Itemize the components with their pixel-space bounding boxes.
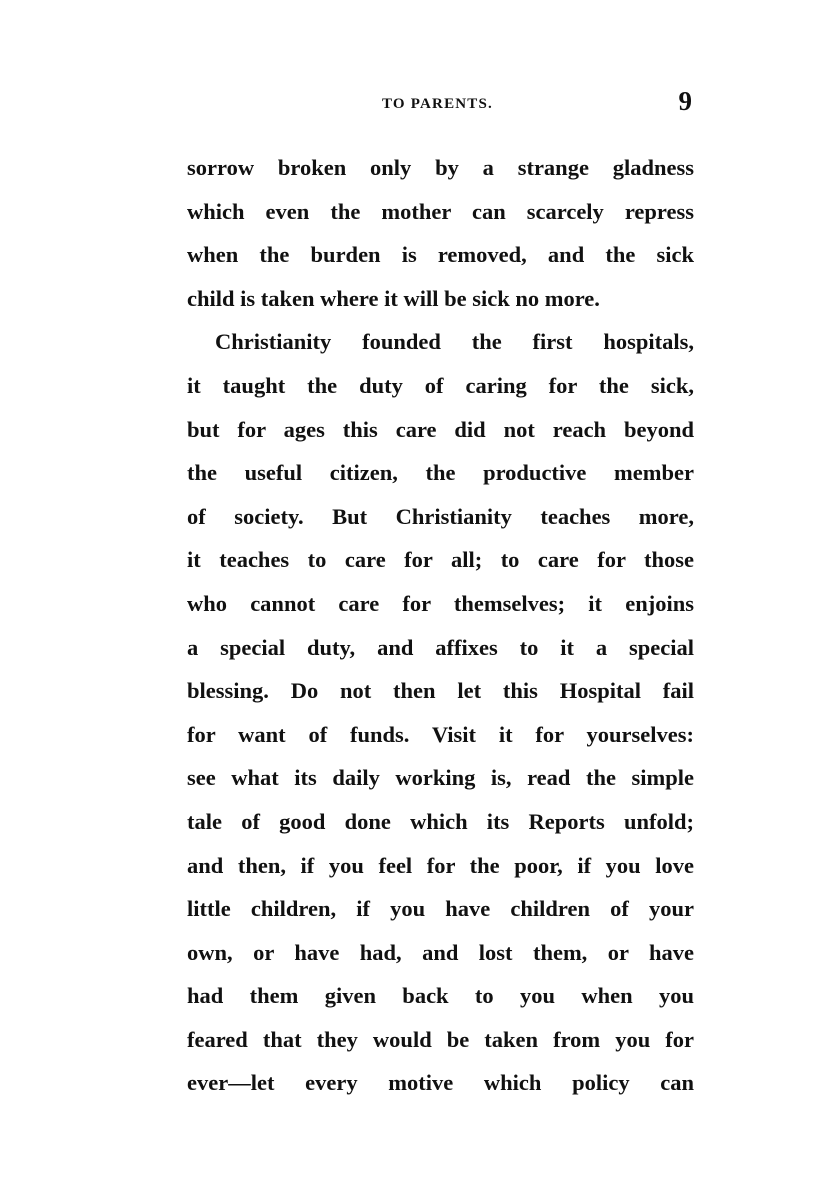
text-line: Christianity founded the first hospitals, bbox=[215, 329, 694, 355]
text-line: of society. But Christianity teaches more, bbox=[187, 503, 694, 529]
text-line: and then, if you feel for the poor, if you love bbox=[187, 852, 694, 878]
text-line: who cannot care for themselves; it enjoins bbox=[187, 590, 694, 616]
running-head-title: TO PARENTS. bbox=[382, 96, 494, 112]
text-line: sorrow broken only by a strange gladness bbox=[187, 155, 694, 180]
body-text bbox=[187, 146, 694, 1105]
running-head bbox=[187, 88, 694, 128]
text-line: the useful citizen, the productive member bbox=[187, 460, 694, 486]
text-line: child is taken where it will be sick no more. bbox=[187, 285, 600, 311]
text-line: it teaches to care for all; to care for those bbox=[187, 547, 694, 573]
text-line: see what its daily working is, read the simple bbox=[187, 765, 694, 791]
text-line: when the burden is removed, and the sick bbox=[187, 242, 694, 268]
text-line: tale of good done which its Reports unfold; bbox=[187, 808, 694, 834]
text-line: ever—let every motive which policy can bbox=[187, 1070, 694, 1096]
text-line: little children, if you have children of your bbox=[187, 896, 694, 922]
text-line: blessing. Do not then let this Hospital fail bbox=[187, 678, 694, 704]
text-line: which even the mother can scarcely repress bbox=[187, 198, 694, 224]
paragraph bbox=[187, 320, 694, 1105]
text-line: feared that they would be taken from you for bbox=[187, 1026, 694, 1052]
text-line: for want of funds. Visit it for yourselves: bbox=[187, 721, 694, 747]
paragraph bbox=[187, 146, 694, 320]
text-line: but for ages this care did not reach beyond bbox=[187, 416, 694, 442]
text-line: had them given back to you when you bbox=[187, 983, 694, 1009]
page-number: 9 bbox=[678, 86, 692, 116]
text-line: a special duty, and affixes to it a special bbox=[187, 634, 694, 660]
text-line: own, or have had, and lost them, or have bbox=[187, 939, 694, 965]
text-line: it taught the duty of caring for the sick, bbox=[187, 372, 694, 398]
